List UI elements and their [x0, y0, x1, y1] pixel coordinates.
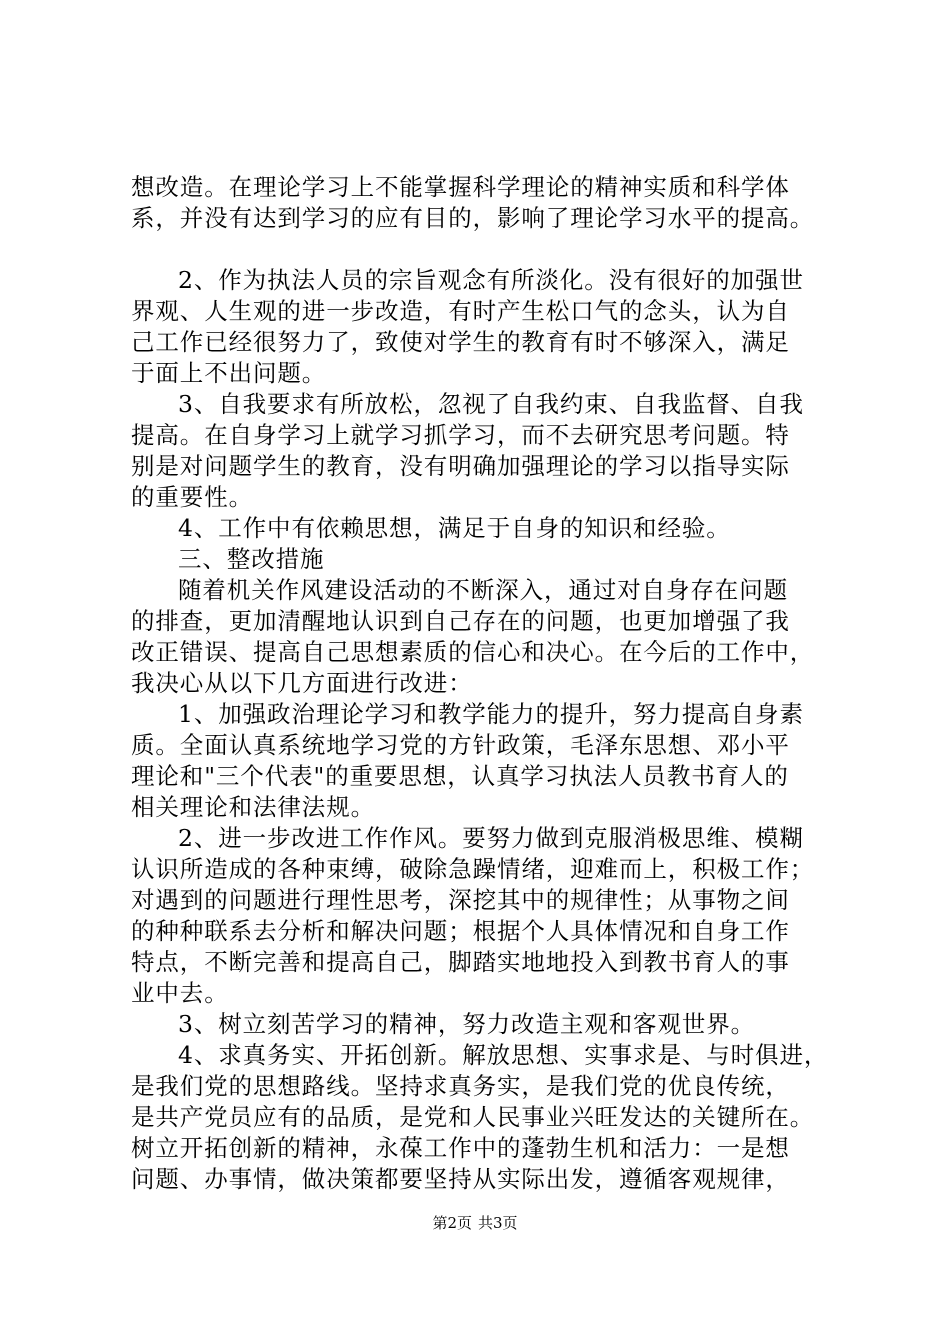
text-line: 于面上不出问题。 — [131, 359, 327, 387]
text-line: 质。全面认真系统地学习党的方针政策，毛泽东思想、邓小平 — [131, 731, 790, 759]
text-line: 的种种联系去分析和解决问题；根据个人具体情况和自身工作 — [131, 917, 790, 945]
page-number-total: 共3页 — [478, 1214, 518, 1232]
text-line: 是我们党的思想路线。坚持求真务实，是我们党的优良传统， — [131, 1072, 790, 1100]
text-line: 问题、办事情，做决策都要坚持从实际出发，遵循客观规律， — [131, 1165, 790, 1193]
text-line: 是共产党员应有的品质，是党和人民事业兴旺发达的关键所在。 — [131, 1103, 815, 1131]
text-line: 己工作已经很努力了，致使对学生的教育有时不够深入，满足 — [131, 328, 790, 356]
text-line: 理论和"三个代表"的重要思想，认真学习执法人员教书育人的 — [131, 762, 789, 790]
text-line: 系，并没有达到学习的应有目的，影响了理论学习水平的提高。 — [131, 204, 815, 232]
text-line: 界观、人生观的进一步改造，有时产生松口气的念头，认为自 — [131, 297, 790, 325]
page-footer — [0, 1213, 950, 1233]
text-line: 改正错误、提高自己思想素质的信心和决心。在今后的工作中， — [131, 638, 815, 666]
text-line: 4、求真务实、开拓创新。解放思想、实事求是、与时俱进， — [178, 1041, 829, 1069]
text-line: 认识所造成的各种束缚，破除急躁情绪，迎难而上，积极工作； — [131, 855, 815, 883]
text-line: 的重要性。 — [131, 483, 253, 511]
text-line: 3、自我要求有所放松，忽视了自我约束、自我监督、自我 — [178, 390, 804, 418]
text-line: 想改造。在理论学习上不能掌握科学理论的精神实质和科学体 — [131, 173, 790, 201]
text-line: 提高。在自身学习上就学习抓学习，而不去研究思考问题。特 — [131, 421, 790, 449]
document-body — [131, 172, 851, 1195]
section-heading: 三、整改措施 — [178, 545, 325, 573]
text-line: 对遇到的问题进行理性思考，深挖其中的规律性；从事物之间 — [131, 886, 790, 914]
text-line: 别是对问题学生的教育，没有明确加强理论的学习以指导实际 — [131, 452, 790, 480]
text-line: 业中去。 — [131, 979, 229, 1007]
text-line: 4、工作中有依赖思想，满足于自身的知识和经验。 — [178, 514, 731, 542]
page-number-current: 第2页 — [432, 1214, 472, 1232]
text-line: 2、进一步改进工作作风。要努力做到克服消极思维、模糊 — [178, 824, 804, 852]
text-line: 随着机关作风建设活动的不断深入，通过对自身存在问题 — [178, 576, 788, 604]
text-line: 我决心从以下几方面进行改进： — [131, 669, 473, 697]
text-line: 相关理论和法律法规。 — [131, 793, 375, 821]
paragraph-gap — [131, 234, 851, 265]
text-line: 2、作为执法人员的宗旨观念有所淡化。没有很好的加强世 — [178, 266, 804, 294]
text-line: 1、加强政治理论学习和教学能力的提升，努力提高自身素 — [178, 700, 804, 728]
text-line: 树立开拓创新的精神，永葆工作中的蓬勃生机和活力：一是想 — [131, 1134, 790, 1162]
text-line: 3、树立刻苦学习的精神，努力改造主观和客观世界。 — [178, 1010, 756, 1038]
text-line: 的排查，更加清醒地认识到自己存在的问题，也更加增强了我 — [131, 607, 790, 635]
text-line: 特点，不断完善和提高自己，脚踏实地地投入到教书育人的事 — [131, 948, 790, 976]
